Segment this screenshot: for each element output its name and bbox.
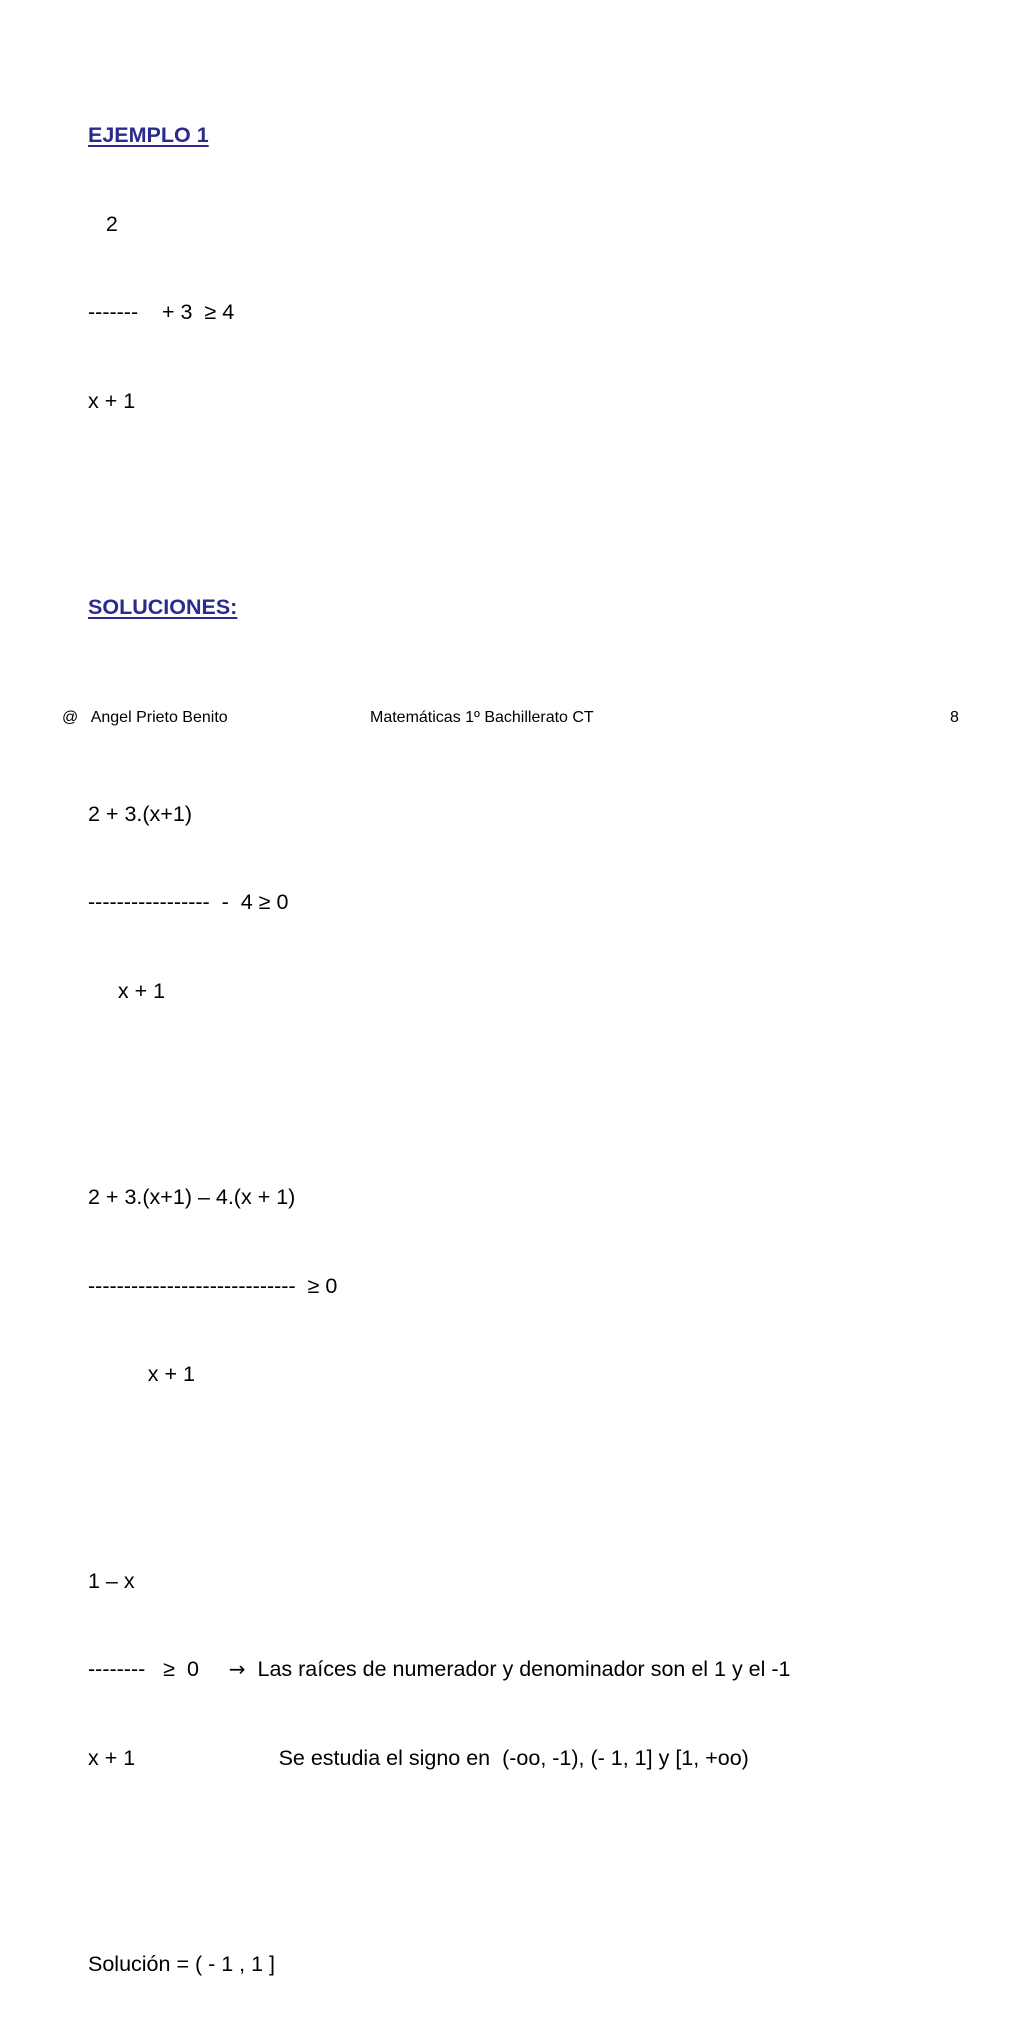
step2-numerator: 2 + 3.(x+1) – 4.(x + 1)	[88, 1185, 296, 1209]
footer-author: @ Angel Prieto Benito	[62, 709, 228, 726]
final-solution: Solución = ( - 1 , 1 ]	[88, 1952, 276, 1976]
spacer	[88, 475, 791, 505]
example-fraction-bar: ------- + 3 ≥ 4	[88, 300, 235, 324]
step2-fraction-bar: ----------------------------- ≥ 0	[88, 1273, 338, 1298]
spacer	[88, 1449, 791, 1479]
roots-note: Las raíces de numerador y denominador son el 1 y el -1	[245, 1657, 791, 1681]
arrow-right-icon: →	[228, 1657, 246, 1681]
footer-page-number: 8	[950, 709, 959, 726]
step1-numerator: 2 + 3.(x+1)	[88, 801, 192, 826]
spacer	[88, 1832, 791, 1862]
step3-fraction-line	[88, 1655, 791, 1685]
solutions-title: SOLUCIONES:	[88, 595, 238, 619]
step3-denominator-sign-study: x + 1 Se estudia el signo en (-oo, -1), (- 1, 1] y [1, +oo)	[88, 1745, 749, 1770]
step3-numerator: 1 – x	[88, 1568, 135, 1593]
footer-course: Matemáticas 1º Bachillerato CT	[370, 709, 594, 726]
spacer	[88, 682, 791, 712]
step1-fraction-bar: ----------------- - 4 ≥ 0	[88, 890, 289, 914]
step1-denominator: x + 1	[88, 978, 166, 1003]
spacer	[88, 1065, 791, 1095]
example-numerator: 2	[88, 211, 118, 236]
slide-content	[88, 62, 791, 2039]
example-denominator: x + 1	[88, 388, 136, 413]
example-title: EJEMPLO 1	[88, 123, 209, 147]
step2-denominator: x + 1	[88, 1362, 195, 1386]
step3-fraction-bar: -------- ≥ 0	[88, 1657, 229, 1681]
